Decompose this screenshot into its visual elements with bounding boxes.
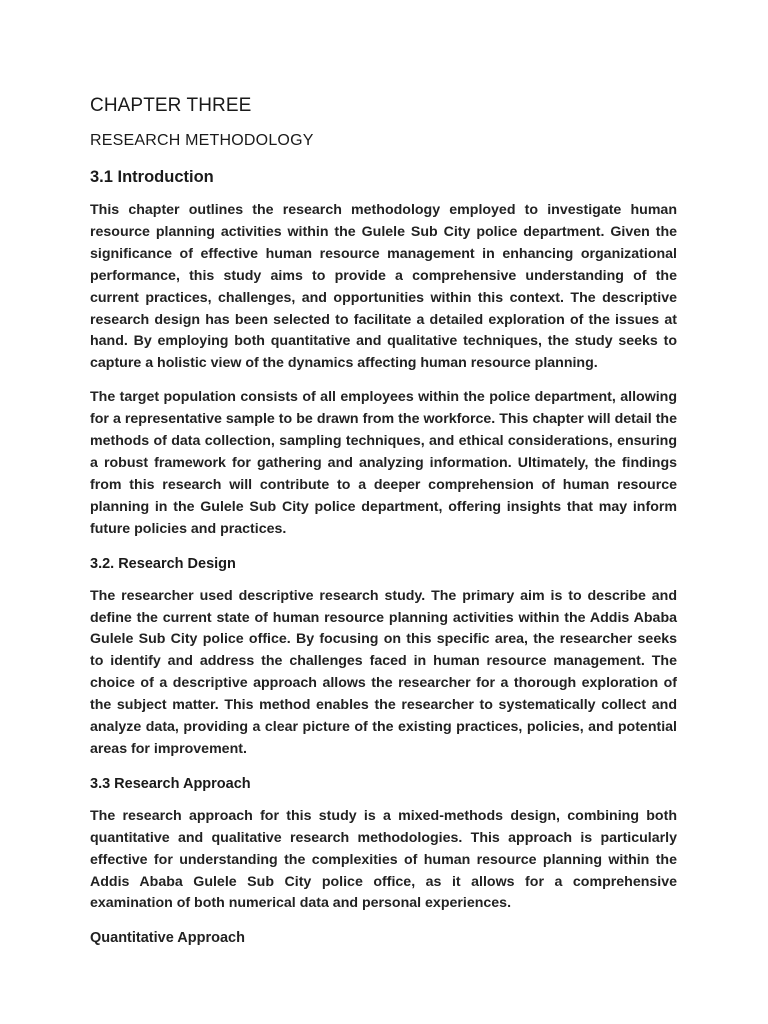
chapter-title: CHAPTER THREE (90, 95, 252, 116)
research-design-paragraph: The researcher used descriptive research study. The primary aim is to describe and define the current state of human resource planning activities within the Addis Ababa Gulele Sub City police office. By focusing on this specific area, the researcher seeks to identify and address the challenges faced in human resource management. The choice of a descriptive approach allows the researcher for a thorough exploration of the subject matter. This method enables the researcher to systematically collect and analyze data, providing a clear picture of the existing practices, policies, and potential areas for improvement. (90, 587, 677, 757)
research-approach-heading: 3.3 Research Approach (90, 775, 251, 792)
research-design-heading: 3.2. Research Design (90, 555, 236, 572)
research-approach-paragraph: The research approach for this study is a mixed-methods design, combining both quantitative and qualitative research methodologies. This approach is particularly effective for understanding the complexities of human resource planning within the Addis Ababa Gulele Sub City police office, as it allows for a comprehensive examination of both numerical data and personal experiences. (90, 807, 677, 912)
introduction-heading: 3.1 Introduction (90, 168, 214, 186)
introduction-paragraph-2: The target population consists of all employees within the police department, allowing for a representative sample to be drawn from the workforce. This chapter will detail the methods of data collection, sampling techniques, and ethical considerations, ensuring a robust framework for gathering and analyzing information. Ultimately, the findings from this research will contribute to a deeper comprehension of human resource planning in the Gulele Sub City police department, offering insights that may inform future policies and practices. (90, 389, 677, 537)
section-title: RESEARCH METHODOLOGY (90, 132, 314, 149)
document-body (90, 92, 677, 949)
introduction-paragraph-1: This chapter outlines the research methodology employed to investigate human resource planning activities within the Gulele Sub City police department. Given the significance of effective human resource management in enhancing organizational performance, this study aims to provide a comprehensive understanding of the current practices, challenges, and opportunities within this context. The descriptive research design has been selected to facilitate a detailed exploration of the issues at hand. By employing both quantitative and qualitative techniques, the study seeks to capture a holistic view of the dynamics affecting human resource planning. (90, 202, 677, 372)
quantitative-approach-heading: Quantitative Approach (90, 930, 245, 947)
